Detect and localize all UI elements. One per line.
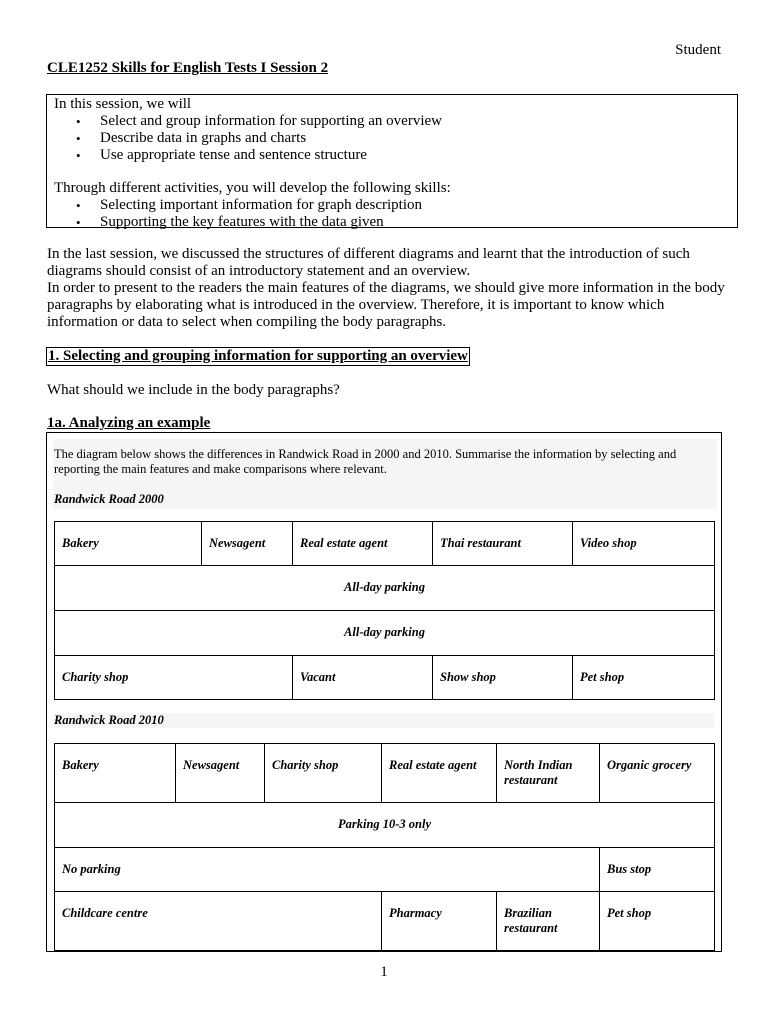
map-2010-table	[54, 743, 715, 951]
map-2000-parking-2: All-day parking	[55, 611, 715, 656]
map-2000-cell: Real estate agent	[293, 522, 433, 566]
map-2010-cell: Brazilian restaurant	[497, 892, 600, 951]
page-number: 1	[380, 964, 388, 980]
skill-item: • Selecting important information for graph description	[100, 197, 737, 214]
section-1a-heading: 1a. Analyzing an example	[47, 415, 211, 431]
session-objectives-box	[46, 94, 738, 228]
objective-item: • Describe data in graphs and charts	[100, 130, 737, 147]
example-box	[46, 432, 722, 952]
map-2010-cell: Charity shop	[265, 744, 382, 803]
paragraph-line-2: In order to present to the readers the main features of the diagrams, we should give more information in the body paragraphs by elaborating what is introduced in the overview. Therefore, it is important to know which information or data to select when compiling the body paragraphs.	[47, 280, 725, 330]
map-2000-cell: Thai restaurant	[433, 522, 573, 566]
intro-paragraph	[47, 246, 727, 331]
map-2000-cell: Show shop	[433, 656, 573, 700]
objective-item: • Select and group information for supporting an overview	[100, 113, 737, 130]
map-2000-cell: Video shop	[573, 522, 715, 566]
map-2010-cell: Pet shop	[600, 892, 715, 951]
map-2010-cell: North Indian restaurant	[497, 744, 600, 803]
objectives-list	[54, 113, 737, 164]
skills-intro: Through different activities, you will develop the following skills:	[54, 180, 451, 196]
map-2010-cell: No parking	[55, 848, 600, 892]
map-2000-table	[54, 521, 715, 700]
map-2010-cell: Childcare centre	[55, 892, 382, 951]
paragraph-line-1: In the last session, we discussed the structures of different diagrams and learnt that the introduction of such diagrams should consist of an introductory statement and an overview.	[47, 246, 690, 279]
body-paragraph-question: What should we include in the body paragraphs?	[47, 382, 340, 398]
map-2000-parking-1: All-day parking	[55, 566, 715, 611]
map-2010-cell: Bus stop	[600, 848, 715, 892]
session-intro: In this session, we will	[54, 96, 192, 112]
map-2010-cell: Real estate agent	[382, 744, 497, 803]
task-prompt: The diagram below shows the differences in Randwick Road in 2000 and 2010. Summarise the information by selecting and reporting the main features and make comparisons where relevant.	[54, 447, 677, 476]
skill-item: • Supporting the key features with the data given	[100, 214, 737, 231]
map-2010-cell: Pharmacy	[382, 892, 497, 951]
map-2010-parking: Parking 10-3 only	[55, 803, 715, 848]
section-1-heading: 1. Selecting and grouping information for supporting an overview	[48, 348, 468, 364]
map-2000-title: Randwick Road 2000	[54, 492, 164, 506]
map-2000-cell: Charity shop	[55, 656, 293, 700]
skills-list	[54, 197, 737, 231]
map-2010-title: Randwick Road 2010	[54, 713, 714, 728]
map-2000-cell: Vacant	[293, 656, 433, 700]
map-2010-cell: Newsagent	[176, 744, 265, 803]
objective-item: • Use appropriate tense and sentence structure	[100, 147, 737, 164]
map-2000-cell: Pet shop	[573, 656, 715, 700]
map-2010-cell: Bakery	[55, 744, 176, 803]
document-title: CLE1252 Skills for English Tests I Session 2	[47, 60, 329, 76]
map-2000-cell: Newsagent	[202, 522, 293, 566]
header-student-label: Student	[675, 42, 721, 58]
map-2010-cell: Organic grocery	[600, 744, 715, 803]
map-2000-cell: Bakery	[55, 522, 202, 566]
